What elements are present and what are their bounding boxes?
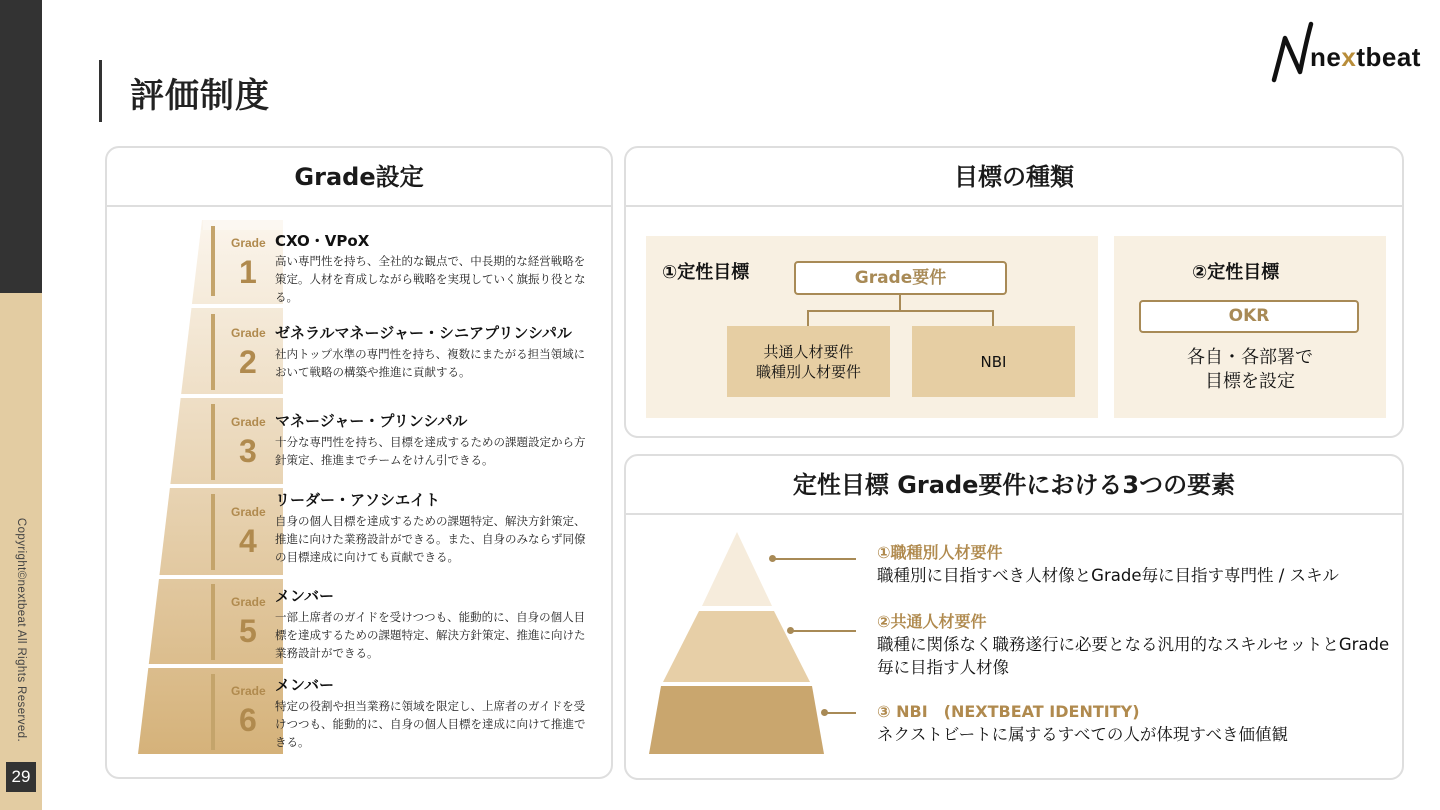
grade-4-desc: 自身の個人目標を達成するための課題特定、解決方針策定、推進に向けた業務設計ができる。また、自身のみならず同僚の目標達成に向けても貢献できる。 [275,514,586,564]
grade-2-title: ゼネラルマネージャー・シニアプリンシパル [275,324,572,342]
grade-3-desc: 十分な専門性を持ち、目標を達成するための課題設定から方針策定、推進までチームをけん引できる。 [275,435,586,467]
grade-6-number: 6 [239,702,257,738]
grade-1-number: 1 [239,254,257,290]
grade-panel [105,146,613,779]
element-3-desc: ネクストビートに属するすべての人が体現すべき価値観 [877,725,1289,744]
page-number: 29 [6,762,36,792]
grade-5-number: 5 [239,613,257,649]
page-title: 評価制度 [130,76,270,116]
grade-6-label: Grade [231,684,266,698]
grade-1-marker [211,226,215,296]
element-1-dot [769,555,776,562]
logo-wordmark: nextbeat [1310,42,1421,72]
qualitative-goal-title: ①定性目標 [662,262,750,283]
elements-panel-title: 定性目標 Grade要件における3つの要素 [626,456,1402,515]
goal-types-title: 目標の種類 [626,148,1402,207]
okr-goal-box [1114,236,1386,418]
grade-5-label: Grade [231,595,266,609]
tree-connector-vertical [899,295,901,311]
element-3-leader [824,712,856,714]
element-1-title: ①職種別人材要件 [877,543,1003,562]
element-2-title: ②共通人材要件 [877,612,987,631]
common-and-job-requirements-node: 共通人材要件 職種別人材要件 [727,326,890,397]
element-1-leader [772,558,856,560]
copyright-text: Copyright©nextbeat All Rights Reserved. [15,517,27,743]
element-2-desc: 職種に関係なく職務遂行に必要となる汎用的なスキルセットとGrade毎に目指す人材像 [877,635,1390,677]
grade-4-marker [211,494,215,570]
grade-1-title: CXO・VPoX [275,232,370,250]
grade-4-label: Grade [231,505,266,519]
title-accent-bar [99,60,102,122]
grade-5-title: メンバー [275,587,334,605]
grade-requirements-elements-panel [624,454,1404,780]
element-3-dot [821,709,828,716]
grade-4-title: リーダー・アソシエイト [275,491,441,509]
grade-2-marker [211,314,215,390]
element-1-desc: 職種別に目指すべき人材像とGrade毎に目指す専門性 / スキル [877,566,1339,585]
grade-4-number: 4 [239,523,257,559]
okr-node: OKR [1139,300,1359,333]
grade-2-desc: 社内トップ水準の専門性を持ち、複数にまたがる担当領域において戦略の構築や推進に貢献する。 [275,347,586,379]
grade-3-label: Grade [231,415,266,429]
okr-goal-title: ②定性目標 [1192,262,1280,283]
element-2-dot [787,627,794,634]
grade-panel-title: Grade設定 [107,148,611,207]
grade-6-desc: 特定の役割や担当業務に領域を限定し、上席者のガイドを受けつつも、能動的に、自身の個人目標を達成に向けて推進できる。 [275,699,586,749]
nextbeat-logo [1268,20,1421,88]
grade-2-label: Grade [231,326,266,340]
nbi-node: NBI [912,326,1075,397]
sidebar-dark-band [0,0,42,293]
okr-description: 各自・各部署で 目標を設定 [1187,347,1313,392]
qualitative-goal-box [646,236,1098,418]
element-2-leader [790,630,856,632]
tree-connector-left [807,310,809,326]
tree-connector-horizontal [807,310,994,312]
grade-5-marker [211,584,215,660]
grade-5-desc: 一部上席者のガイドを受けつつも、能動的に、自身の個人目標を達成するための課題特定、解決方針策定、推進に向けた業務設計ができる。 [275,610,586,660]
tree-connector-right [992,310,994,326]
grade-3-marker [211,404,215,480]
grade-6-marker [211,674,215,750]
element-3-title: ③ NBI (NEXTBEAT IDENTITY) [877,702,1140,721]
grade-1-label: Grade [231,236,266,250]
grade-2-number: 2 [239,344,257,380]
grade-requirements-node: Grade要件 [794,261,1007,295]
grade-1-desc: 高い専門性を持ち、全社的な観点で、中長期的な経営戦略を策定。人材を育成しながら戦略を実現していく旗振り役となる。 [275,254,586,304]
grade-3-number: 3 [239,433,257,469]
grade-6-title: メンバー [275,676,334,694]
goal-types-panel [624,146,1404,438]
grade-3-title: マネージャー・プリンシパル [275,412,468,430]
